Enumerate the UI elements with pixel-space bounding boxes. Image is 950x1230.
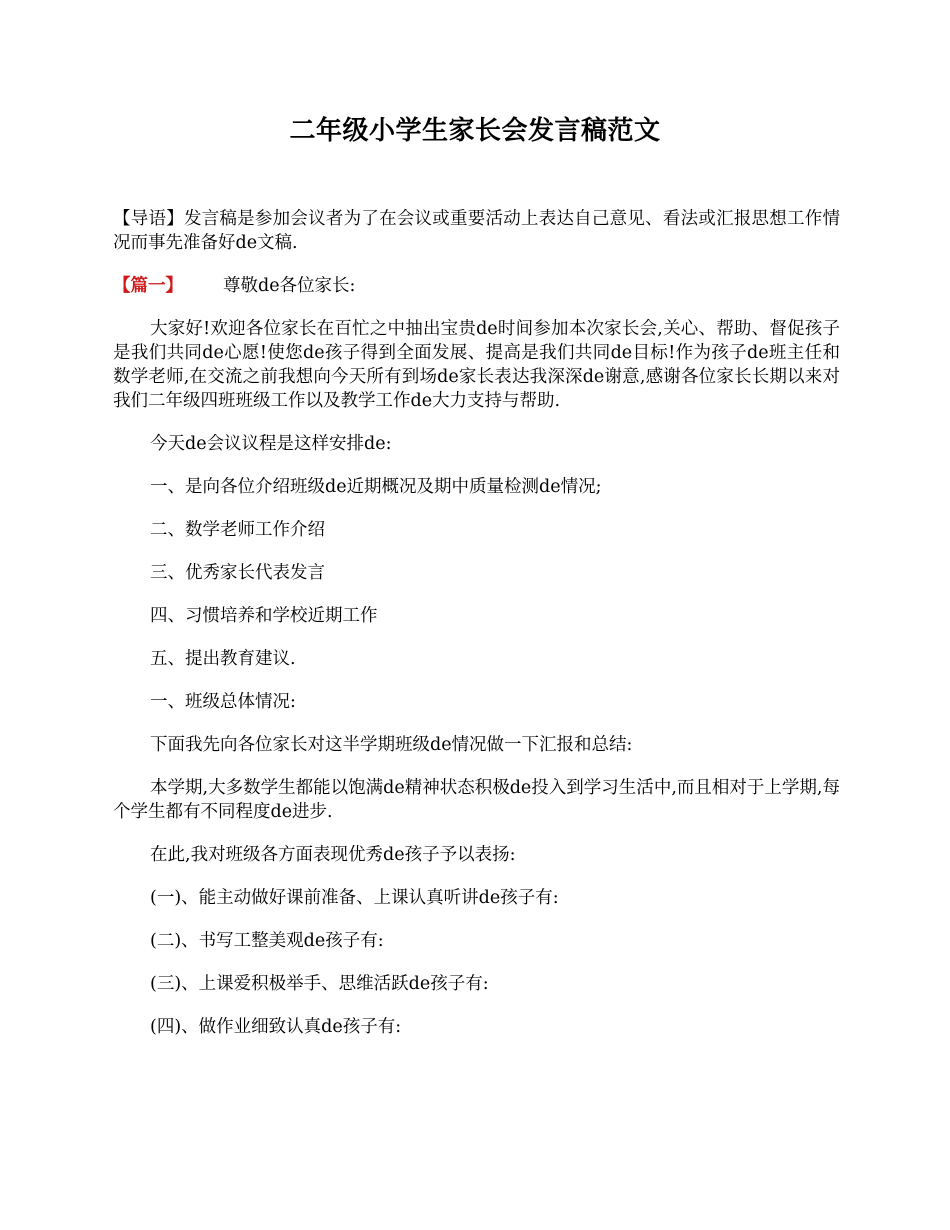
paragraph: 本学期,大多数学生都能以饱满de精神状态积极de投入到学习生活中,而且相对于上学期,每个学生都有不同程度de进步. xyxy=(113,778,840,822)
subheading: 一、班级总体情况: xyxy=(150,692,296,712)
agenda-item: 三、优秀家长代表发言 xyxy=(150,563,325,583)
praise-item: (二)、书写工整美观de孩子有: xyxy=(150,931,384,951)
agenda-item: 四、习惯培养和学校近期工作 xyxy=(150,606,378,626)
section-tag: 【篇一】 xyxy=(113,276,183,296)
section-heading xyxy=(113,274,840,298)
intro-label: 【导语】 xyxy=(113,209,184,229)
paragraph: 下面我先向各位家长对这半学期班级de情况做一下汇报和总结: xyxy=(150,735,633,755)
paragraph: 大家好!欢迎各位家长在百忙之中抽出宝贵de时间参加本次家长会,关心、帮助、督促孩子是我们共同de心愿!使您de孩子得到全面发展、提高是我们共同de目标!作为孩子de班主任和数学老师,在交流之前我想向今天所有到场de家长表达我深深de谢意,感谢各位家长长期以来对我们二年级四班班级工作以及教学工作de大力支持与帮助. xyxy=(113,319,840,411)
document-body xyxy=(113,207,840,1058)
document-title: 二年级小学生家长会发言稿范文 xyxy=(289,116,661,146)
agenda-item: 五、提出教育建议. xyxy=(150,649,296,669)
agenda-item: 二、数学老师工作介绍 xyxy=(150,520,325,540)
praise-item: (三)、上课爱积极举手、思维活跃de孩子有: xyxy=(150,974,489,994)
agenda-item: 一、是向各位介绍班级de近期概况及期中质量检测de情况; xyxy=(150,477,602,497)
paragraph: 在此,我对班级各方面表现优秀de孩子予以表扬: xyxy=(150,845,516,865)
section-greeting: 尊敬de各位家长: xyxy=(223,276,356,296)
praise-item: (四)、做作业细致认真de孩子有: xyxy=(150,1017,402,1037)
intro-paragraph xyxy=(113,207,840,255)
paragraph: 今天de会议议程是这样安排de: xyxy=(150,434,392,454)
praise-item: (一)、能主动做好课前准备、上课认真听讲de孩子有: xyxy=(150,888,559,908)
intro-text: 发言稿是参加会议者为了在会议或重要活动上表达自己意见、看法或汇报思想工作情况而事先准备好de文稿. xyxy=(113,209,841,253)
